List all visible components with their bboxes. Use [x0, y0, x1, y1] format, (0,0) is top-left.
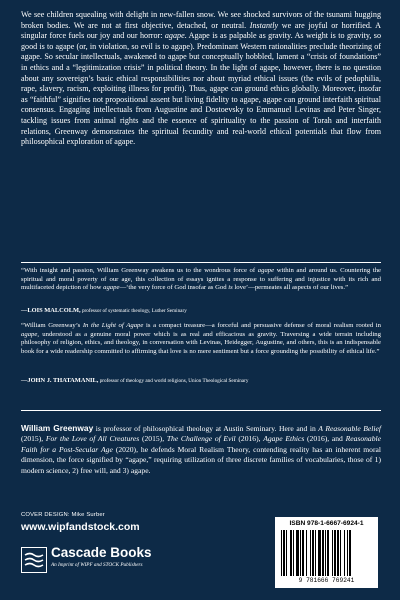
barcode-bar [302, 530, 304, 576]
blurb-text: we are joyful or horrified. A singular force fuels our joy and our horror: [21, 20, 381, 41]
book-title: A Reasonable Belief [318, 424, 381, 433]
barcode-bar [283, 530, 285, 576]
barcode-bar [344, 530, 345, 576]
publisher-imprint: An Imprint of WIPF and STOCK Publishers [51, 562, 143, 568]
barcode-bars [281, 530, 372, 576]
blurb-emphasis: agape [164, 31, 185, 41]
isbn-barcode [275, 517, 378, 588]
barcode-bar [332, 530, 333, 576]
blurb-text: We see children squealing with delight in new-fallen snow. We see shocked survivors of the tsunami hugging broken bodies. We are not at first objective, detached, or neutral. [21, 10, 381, 30]
barcode-bar [327, 530, 329, 576]
endorsement-quote-2: “William Greenway’s In the Light of Agape is a compact treasure—a forceful and persuasive defense of moral realism rooted in agape, understood as a genuine moral power which is as real and efficacious as gravity. Traversing a wide terrain including philosophy of religion, ethics, and theology, in conversation with Levinas, Heidegger, Augustine, and others, this is an indispensable book for a wide readership committed to affirming that love is no mere sentiment but a force grounding the possibility of ethical life.” [21, 322, 382, 356]
barcode-bar [315, 530, 316, 576]
publisher-name: Cascade Books [51, 545, 152, 560]
cascade-logo-icon [21, 547, 47, 573]
barcode-digits: 9 781666 769241 [298, 577, 355, 584]
back-cover-blurb [21, 10, 381, 148]
book-title: The Challenge of Evil [166, 434, 236, 444]
barcode-bar [286, 530, 287, 576]
cover-design-credit: COVER DESIGN: Mike Surber [21, 512, 105, 518]
publisher-logo [21, 545, 161, 579]
endorsement-attribution-1: —LOIS MALCOLM, professor of systematic theology, Luther Seminary [21, 307, 187, 314]
barcode-bar [281, 530, 282, 576]
barcode-bar [337, 530, 339, 576]
blurb-emphasis: Instantly [249, 20, 279, 30]
author-bio: William Greenway is professor of philosophical theology at Austin Seminary. Here and in A Reasonable Belief (2015), For the Love of All Creatures (2015), The Challenge of Evil (2016), Agape Ethics (2016), and Reasonable Faith for a Post-Secular Age (2020), he defends Moral Realism Theory, contending reality has an inherent moral dimension, the force signified by “agape,” requiring utilization of three discrete families of vocabularies, those of 1) modern science, 2) free will, and 3) agape. [21, 423, 381, 475]
barcode-bar [312, 530, 314, 576]
endorsement-attribution-2: —JOHN J. THATAMANIL, professor of theology and world religions, Union Theological Seminary [21, 377, 249, 384]
barcode-bar [318, 530, 321, 576]
barcode-bar [300, 530, 301, 576]
publisher-website: www.wipfandstock.com [21, 521, 140, 533]
barcode-bar [325, 530, 326, 576]
barcode-bar [293, 530, 294, 576]
barcode-bar [334, 530, 336, 576]
blurb-text: . Agape is as palpable as gravity. As weight is to gravity, so good is to agape (or, in violation, so evil is to agape). Predominant Western rationalities preclude theorizing of agape. So secular intellectuals, awakened to agape but conceptually hobbled, lament a “crisis of foundations” in ethics and a “legitimization crisis” in political theory. In the light of agape, however, there is no question about any sovereign’s basic ethical responsibilities nor about myriad ethical issues (the evils of pedophilia, rape, slavery, racism, exploiting illness for profit). Thus, agape can ground ethics globally. Moreover, insofar as “faithful” signifies not propositional assent but living fidelity to agape, agape can ground interfaith spiritual consensus. Engaging intellectuals from Augustine and Dostoevsky to Emmanuel Levinas and Peter Singer, tackling issues from animal rights and the essence of spirituality to the passion of Torah and interfaith relations, Greenway demonstrates the spiritual fecundity and real-world ethical potentials that flow from philosophical exploration of agape. [21, 31, 382, 147]
barcode-bar [349, 530, 351, 576]
isbn-label: ISBN 978-1-6667-6924-1 [289, 520, 364, 527]
barcode-bar [340, 530, 341, 576]
barcode-bar [310, 530, 311, 576]
divider-rule [21, 410, 381, 411]
barcode-bar [322, 530, 324, 576]
book-title: Agape Ethics [263, 434, 305, 444]
endorsement-quote-1: “With insight and passion, William Greenway awakens us to the wondrous force of agape within and around us. Countering the spiritual and moral poverty of our age, this collection of essays ignites a response to suffering and injustice with its rich and multifaceted depiction of how agape—‘the very force of God insofar as God is love’—permeates all aspects of our lives.” [21, 267, 381, 292]
barcode-bar [290, 530, 292, 576]
author-name: William Greenway [21, 423, 94, 433]
barcode-bar [296, 530, 299, 576]
barcode-bar [306, 530, 307, 576]
divider-rule [21, 262, 381, 263]
book-title: For the Love of All Creatures [45, 434, 140, 444]
barcode-bar [347, 530, 348, 576]
book-title: Reasonable Faith for a Post-Secular Age [21, 434, 381, 454]
